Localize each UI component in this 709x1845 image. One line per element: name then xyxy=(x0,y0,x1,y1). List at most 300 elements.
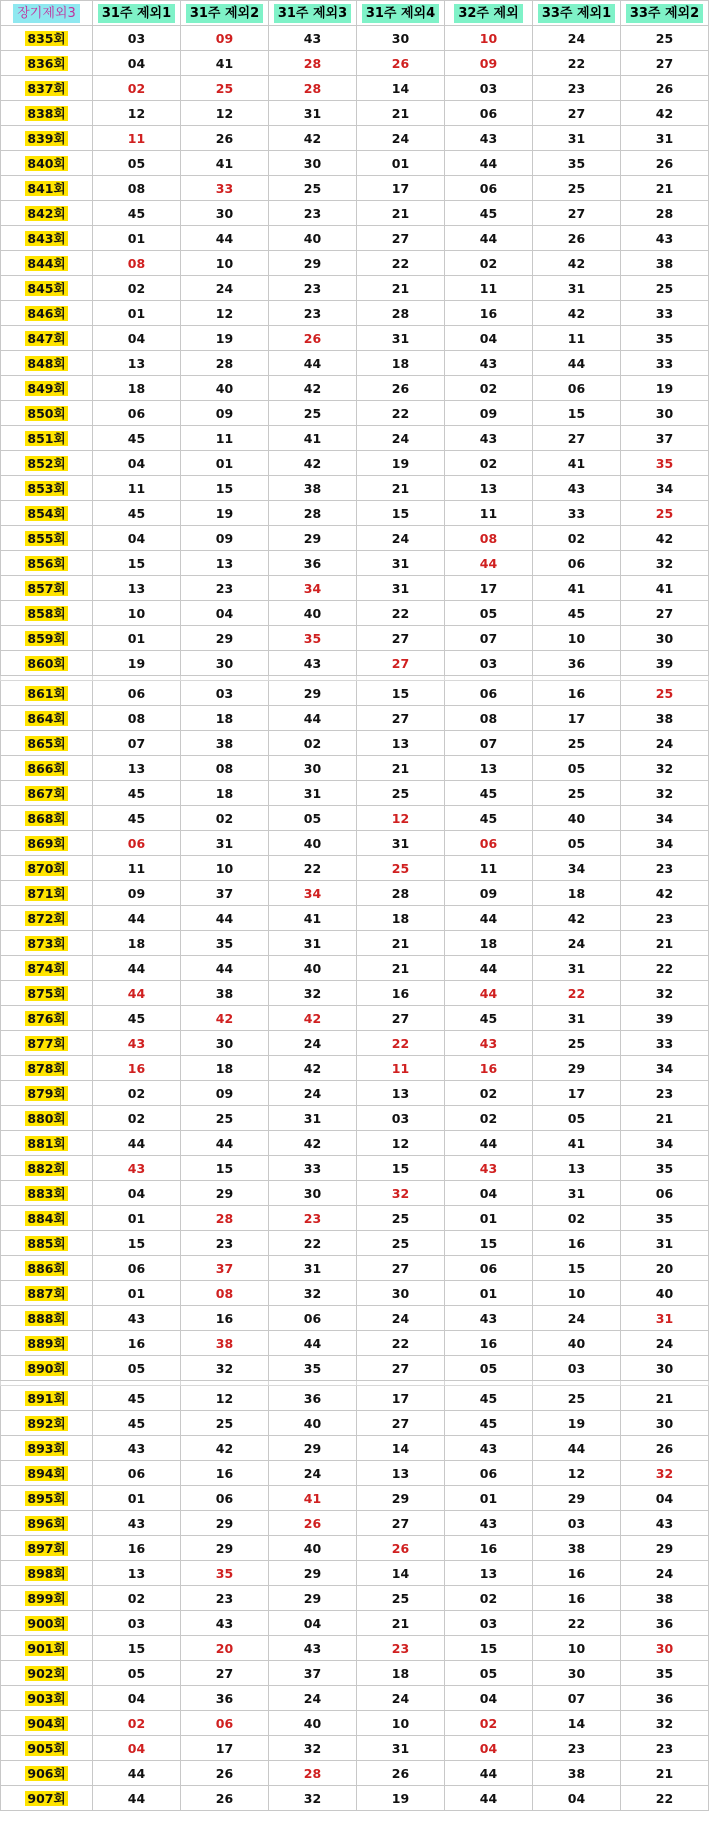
table-row xyxy=(1,376,709,401)
table-row xyxy=(1,526,709,551)
header-cell xyxy=(1,1,93,26)
number-cell: 35 xyxy=(181,931,269,956)
number-cell: 45 xyxy=(93,1006,181,1031)
number-cell-highlighted: 43 xyxy=(93,1031,181,1056)
table-row xyxy=(1,651,709,676)
round-label: 845회 xyxy=(27,280,66,296)
number-cell-highlighted: 09 xyxy=(445,51,533,76)
number-cell: 31 xyxy=(357,1736,445,1761)
table-row xyxy=(1,1486,709,1511)
number-cell: 06 xyxy=(445,1461,533,1486)
number-cell: 01 xyxy=(445,1486,533,1511)
number-cell: 30 xyxy=(357,26,445,51)
number-cell: 31 xyxy=(357,326,445,351)
number-cell: 44 xyxy=(533,351,621,376)
number-cell: 35 xyxy=(269,1356,357,1381)
number-cell: 11 xyxy=(445,501,533,526)
number-cell: 32 xyxy=(621,756,709,781)
round-cell xyxy=(1,326,93,351)
round-label: 884회 xyxy=(27,1210,66,1226)
round-cell xyxy=(1,1306,93,1331)
number-cell: 27 xyxy=(357,626,445,651)
number-cell: 24 xyxy=(357,1306,445,1331)
number-cell: 38 xyxy=(533,1761,621,1786)
number-cell: 33 xyxy=(621,351,709,376)
table-row xyxy=(1,601,709,626)
number-cell: 28 xyxy=(269,501,357,526)
number-cell: 29 xyxy=(269,1586,357,1611)
table-row xyxy=(1,301,709,326)
number-cell: 11 xyxy=(533,326,621,351)
number-cell: 27 xyxy=(357,706,445,731)
number-cell-highlighted: 44 xyxy=(445,981,533,1006)
number-cell: 44 xyxy=(445,1786,533,1811)
number-cell: 04 xyxy=(621,1486,709,1511)
round-label: 847회 xyxy=(27,330,66,346)
number-cell: 40 xyxy=(269,1411,357,1436)
round-label: 888회 xyxy=(27,1310,66,1326)
number-cell: 12 xyxy=(181,301,269,326)
number-cell: 27 xyxy=(357,1511,445,1536)
round-label: 896회 xyxy=(27,1515,66,1531)
number-cell: 25 xyxy=(357,1206,445,1231)
number-cell: 02 xyxy=(93,1586,181,1611)
number-cell: 44 xyxy=(445,1761,533,1786)
table-row xyxy=(1,176,709,201)
number-cell: 10 xyxy=(181,856,269,881)
number-cell: 25 xyxy=(269,401,357,426)
number-cell: 44 xyxy=(181,1131,269,1156)
round-cell xyxy=(1,1761,93,1786)
table-row xyxy=(1,1461,709,1486)
table-row xyxy=(1,1206,709,1231)
number-cell: 08 xyxy=(93,176,181,201)
number-cell: 02 xyxy=(445,1106,533,1131)
number-cell: 42 xyxy=(269,1056,357,1081)
number-cell: 03 xyxy=(445,651,533,676)
number-cell: 19 xyxy=(181,501,269,526)
round-cell xyxy=(1,251,93,276)
round-label: 836회 xyxy=(27,55,66,71)
table-row xyxy=(1,1436,709,1461)
number-cell: 19 xyxy=(533,1411,621,1436)
number-cell: 22 xyxy=(357,401,445,426)
number-cell: 05 xyxy=(93,151,181,176)
number-cell: 30 xyxy=(181,651,269,676)
round-label: 900회 xyxy=(27,1615,66,1631)
number-cell: 45 xyxy=(93,806,181,831)
number-cell: 21 xyxy=(357,101,445,126)
number-cell: 43 xyxy=(445,126,533,151)
round-label: 840회 xyxy=(27,155,66,171)
round-cell xyxy=(1,1256,93,1281)
number-cell: 29 xyxy=(533,1486,621,1511)
round-cell xyxy=(1,1786,93,1811)
round-label: 861회 xyxy=(27,685,66,701)
number-cell-highlighted: 30 xyxy=(621,1636,709,1661)
number-cell: 30 xyxy=(269,151,357,176)
number-cell: 25 xyxy=(621,26,709,51)
round-cell xyxy=(1,51,93,76)
table-row xyxy=(1,326,709,351)
number-cell: 17 xyxy=(357,176,445,201)
number-cell: 32 xyxy=(621,551,709,576)
round-label: 892회 xyxy=(27,1415,66,1431)
number-cell: 01 xyxy=(93,626,181,651)
round-cell xyxy=(1,706,93,731)
round-cell xyxy=(1,1231,93,1256)
header-row xyxy=(1,1,709,26)
number-cell-highlighted: 26 xyxy=(269,326,357,351)
header-label: 31주 제외3 xyxy=(274,4,351,23)
number-cell: 15 xyxy=(181,1156,269,1181)
round-label: 882회 xyxy=(27,1160,66,1176)
number-cell: 24 xyxy=(621,1561,709,1586)
number-cell-highlighted: 43 xyxy=(445,1031,533,1056)
number-cell: 01 xyxy=(445,1206,533,1231)
table-row xyxy=(1,151,709,176)
number-cell: 25 xyxy=(533,1386,621,1411)
number-cell: 25 xyxy=(269,176,357,201)
number-cell: 45 xyxy=(93,201,181,226)
number-cell-highlighted: 26 xyxy=(269,1511,357,1536)
number-cell-highlighted: 28 xyxy=(269,51,357,76)
number-cell: 23 xyxy=(621,856,709,881)
number-cell: 10 xyxy=(357,1711,445,1736)
round-cell xyxy=(1,1536,93,1561)
number-cell: 04 xyxy=(93,1181,181,1206)
number-cell: 16 xyxy=(93,1536,181,1561)
number-cell: 15 xyxy=(93,1231,181,1256)
number-cell: 25 xyxy=(533,781,621,806)
round-label: 859회 xyxy=(27,630,66,646)
header-label: 33주 제외1 xyxy=(538,4,615,23)
number-cell-highlighted: 44 xyxy=(93,981,181,1006)
number-cell-highlighted: 43 xyxy=(93,1156,181,1181)
table-row xyxy=(1,1636,709,1661)
round-cell xyxy=(1,176,93,201)
round-label: 867회 xyxy=(27,785,66,801)
round-label: 856회 xyxy=(27,555,66,571)
number-cell-highlighted: 04 xyxy=(445,1736,533,1761)
number-cell-highlighted: 12 xyxy=(357,806,445,831)
number-cell: 39 xyxy=(621,651,709,676)
number-cell: 34 xyxy=(621,806,709,831)
number-cell: 22 xyxy=(621,1786,709,1811)
number-cell: 04 xyxy=(445,1686,533,1711)
round-cell xyxy=(1,1031,93,1056)
number-cell: 24 xyxy=(269,1031,357,1056)
number-cell: 19 xyxy=(93,651,181,676)
table-row xyxy=(1,1386,709,1411)
table-row xyxy=(1,831,709,856)
number-cell: 18 xyxy=(357,351,445,376)
round-label: 880회 xyxy=(27,1110,66,1126)
round-label: 853회 xyxy=(27,480,66,496)
number-cell: 16 xyxy=(181,1461,269,1486)
number-cell: 17 xyxy=(181,1736,269,1761)
round-label: 842회 xyxy=(27,205,66,221)
number-cell-highlighted: 42 xyxy=(181,1006,269,1031)
round-cell xyxy=(1,956,93,981)
table-row xyxy=(1,1736,709,1761)
number-cell: 22 xyxy=(357,601,445,626)
number-cell: 21 xyxy=(357,201,445,226)
table-row xyxy=(1,401,709,426)
number-cell: 23 xyxy=(181,1586,269,1611)
round-cell xyxy=(1,626,93,651)
number-cell: 38 xyxy=(181,981,269,1006)
table-row xyxy=(1,1131,709,1156)
round-label: 904회 xyxy=(27,1715,66,1731)
number-cell: 33 xyxy=(533,501,621,526)
round-cell xyxy=(1,981,93,1006)
number-cell: 30 xyxy=(269,1181,357,1206)
number-cell-highlighted: 35 xyxy=(181,1561,269,1586)
round-label: 850회 xyxy=(27,405,66,421)
number-cell: 33 xyxy=(621,1031,709,1056)
header-label: 장기제외3 xyxy=(13,4,80,23)
number-cell: 42 xyxy=(181,1436,269,1461)
number-cell: 13 xyxy=(357,731,445,756)
number-cell: 31 xyxy=(269,1106,357,1131)
number-cell: 45 xyxy=(445,806,533,831)
number-cell: 20 xyxy=(621,1256,709,1281)
number-cell: 02 xyxy=(445,251,533,276)
table-row xyxy=(1,1511,709,1536)
number-cell: 44 xyxy=(445,151,533,176)
number-cell: 26 xyxy=(181,1786,269,1811)
number-cell: 24 xyxy=(357,1686,445,1711)
number-cell: 30 xyxy=(621,626,709,651)
number-cell-highlighted: 41 xyxy=(269,1486,357,1511)
number-cell-highlighted: 22 xyxy=(357,1031,445,1056)
number-cell: 14 xyxy=(357,1561,445,1586)
number-cell: 43 xyxy=(93,1436,181,1461)
header-cell xyxy=(533,1,621,26)
table-row xyxy=(1,1031,709,1056)
number-cell: 15 xyxy=(357,681,445,706)
number-cell: 19 xyxy=(181,326,269,351)
number-cell: 14 xyxy=(533,1711,621,1736)
round-cell xyxy=(1,831,93,856)
number-cell: 42 xyxy=(533,251,621,276)
number-cell: 24 xyxy=(533,931,621,956)
number-cell: 06 xyxy=(445,681,533,706)
number-cell: 43 xyxy=(269,1636,357,1661)
round-cell xyxy=(1,906,93,931)
number-cell: 23 xyxy=(181,576,269,601)
round-cell xyxy=(1,351,93,376)
table-row xyxy=(1,1586,709,1611)
round-cell xyxy=(1,576,93,601)
table-row xyxy=(1,1786,709,1811)
table-body xyxy=(1,26,709,1811)
number-cell: 06 xyxy=(445,176,533,201)
number-cell: 37 xyxy=(621,426,709,451)
round-label: 844회 xyxy=(27,255,66,271)
number-cell-highlighted: 26 xyxy=(357,51,445,76)
round-label: 886회 xyxy=(27,1260,66,1276)
header-label: 33주 제외2 xyxy=(626,4,703,23)
number-cell: 06 xyxy=(445,101,533,126)
number-cell: 04 xyxy=(93,1686,181,1711)
table-row xyxy=(1,1711,709,1736)
number-cell-highlighted: 25 xyxy=(621,501,709,526)
number-cell: 26 xyxy=(181,1761,269,1786)
number-cell: 07 xyxy=(93,731,181,756)
number-cell: 41 xyxy=(533,1131,621,1156)
number-cell: 31 xyxy=(269,1256,357,1281)
number-cell: 40 xyxy=(269,601,357,626)
number-cell: 31 xyxy=(621,126,709,151)
number-cell: 05 xyxy=(445,1356,533,1381)
round-label: 858회 xyxy=(27,605,66,621)
number-cell: 21 xyxy=(621,1761,709,1786)
number-cell: 36 xyxy=(621,1611,709,1636)
round-cell xyxy=(1,1056,93,1081)
number-cell: 31 xyxy=(533,276,621,301)
table-row xyxy=(1,451,709,476)
round-label: 889회 xyxy=(27,1335,66,1351)
round-cell xyxy=(1,1561,93,1586)
number-cell: 18 xyxy=(181,706,269,731)
round-label: 837회 xyxy=(27,80,66,96)
number-cell: 23 xyxy=(533,76,621,101)
table-row xyxy=(1,981,709,1006)
table-row xyxy=(1,76,709,101)
number-cell-highlighted: 09 xyxy=(181,26,269,51)
number-cell-highlighted: 25 xyxy=(357,856,445,881)
number-cell-highlighted: 28 xyxy=(181,1206,269,1231)
number-cell: 16 xyxy=(357,981,445,1006)
table-row xyxy=(1,626,709,651)
number-cell-highlighted: 28 xyxy=(269,1761,357,1786)
number-cell: 09 xyxy=(93,881,181,906)
number-cell: 40 xyxy=(181,376,269,401)
table-row xyxy=(1,1181,709,1206)
number-cell: 29 xyxy=(269,1436,357,1461)
number-cell: 42 xyxy=(269,451,357,476)
number-cell-highlighted: 23 xyxy=(357,1636,445,1661)
round-cell xyxy=(1,1686,93,1711)
number-cell: 13 xyxy=(357,1461,445,1486)
round-label: 871회 xyxy=(27,885,66,901)
round-label: 907회 xyxy=(27,1790,66,1806)
number-cell: 02 xyxy=(445,1586,533,1611)
table-row xyxy=(1,931,709,956)
number-cell: 45 xyxy=(93,426,181,451)
round-label: 877회 xyxy=(27,1035,66,1051)
number-cell: 28 xyxy=(181,351,269,376)
number-cell: 02 xyxy=(93,1106,181,1131)
number-cell: 45 xyxy=(445,781,533,806)
number-cell-highlighted: 11 xyxy=(357,1056,445,1081)
number-cell: 18 xyxy=(445,931,533,956)
number-cell: 42 xyxy=(533,301,621,326)
number-cell: 04 xyxy=(445,326,533,351)
number-cell: 27 xyxy=(533,426,621,451)
number-cell: 02 xyxy=(93,276,181,301)
number-cell: 22 xyxy=(269,856,357,881)
round-label: 897회 xyxy=(27,1540,66,1556)
number-cell: 04 xyxy=(533,1786,621,1811)
number-cell: 31 xyxy=(621,1231,709,1256)
round-label: 869회 xyxy=(27,835,66,851)
number-cell: 13 xyxy=(181,551,269,576)
number-cell: 07 xyxy=(445,626,533,651)
round-cell xyxy=(1,26,93,51)
number-cell: 22 xyxy=(357,1331,445,1356)
number-cell: 13 xyxy=(445,476,533,501)
number-cell-highlighted: 06 xyxy=(181,1711,269,1736)
number-cell-highlighted: 04 xyxy=(93,1736,181,1761)
round-cell xyxy=(1,451,93,476)
number-cell: 33 xyxy=(269,1156,357,1181)
number-cell: 32 xyxy=(621,781,709,806)
number-cell: 04 xyxy=(269,1611,357,1636)
round-cell xyxy=(1,601,93,626)
number-cell: 24 xyxy=(533,1306,621,1331)
number-cell: 29 xyxy=(181,1536,269,1561)
number-cell: 31 xyxy=(533,1006,621,1031)
table-row xyxy=(1,1081,709,1106)
number-cell: 06 xyxy=(93,1461,181,1486)
number-cell: 29 xyxy=(533,1056,621,1081)
round-label: 835회 xyxy=(27,30,66,46)
number-cell: 04 xyxy=(445,1181,533,1206)
number-cell: 29 xyxy=(269,681,357,706)
number-cell: 21 xyxy=(357,956,445,981)
number-cell: 05 xyxy=(533,831,621,856)
number-cell: 21 xyxy=(621,176,709,201)
round-label: 898회 xyxy=(27,1565,66,1581)
number-cell: 16 xyxy=(445,301,533,326)
number-cell: 31 xyxy=(533,1181,621,1206)
number-cell: 34 xyxy=(621,1056,709,1081)
number-cell: 04 xyxy=(93,526,181,551)
number-cell: 02 xyxy=(181,806,269,831)
header-label: 31주 제외2 xyxy=(186,4,263,23)
number-cell-highlighted: 02 xyxy=(93,76,181,101)
number-cell: 32 xyxy=(269,1786,357,1811)
number-cell: 34 xyxy=(621,476,709,501)
round-label: 901회 xyxy=(27,1640,66,1656)
number-cell: 26 xyxy=(357,1761,445,1786)
round-label: 841회 xyxy=(27,180,66,196)
number-cell: 25 xyxy=(621,276,709,301)
number-cell: 31 xyxy=(357,576,445,601)
number-cell: 25 xyxy=(357,1586,445,1611)
table-row xyxy=(1,856,709,881)
number-cell: 34 xyxy=(533,856,621,881)
number-cell: 19 xyxy=(621,376,709,401)
number-cell: 29 xyxy=(269,251,357,276)
number-cell: 35 xyxy=(533,151,621,176)
round-cell xyxy=(1,1106,93,1131)
round-label: 895회 xyxy=(27,1490,66,1506)
number-cell: 43 xyxy=(269,26,357,51)
number-cell: 44 xyxy=(93,906,181,931)
number-cell: 40 xyxy=(269,831,357,856)
number-cell: 44 xyxy=(181,956,269,981)
number-cell: 17 xyxy=(533,706,621,731)
number-cell: 43 xyxy=(445,1511,533,1536)
number-cell: 15 xyxy=(357,1156,445,1181)
number-cell-highlighted: 23 xyxy=(269,1206,357,1231)
number-cell: 25 xyxy=(181,1106,269,1131)
number-cell: 10 xyxy=(93,601,181,626)
